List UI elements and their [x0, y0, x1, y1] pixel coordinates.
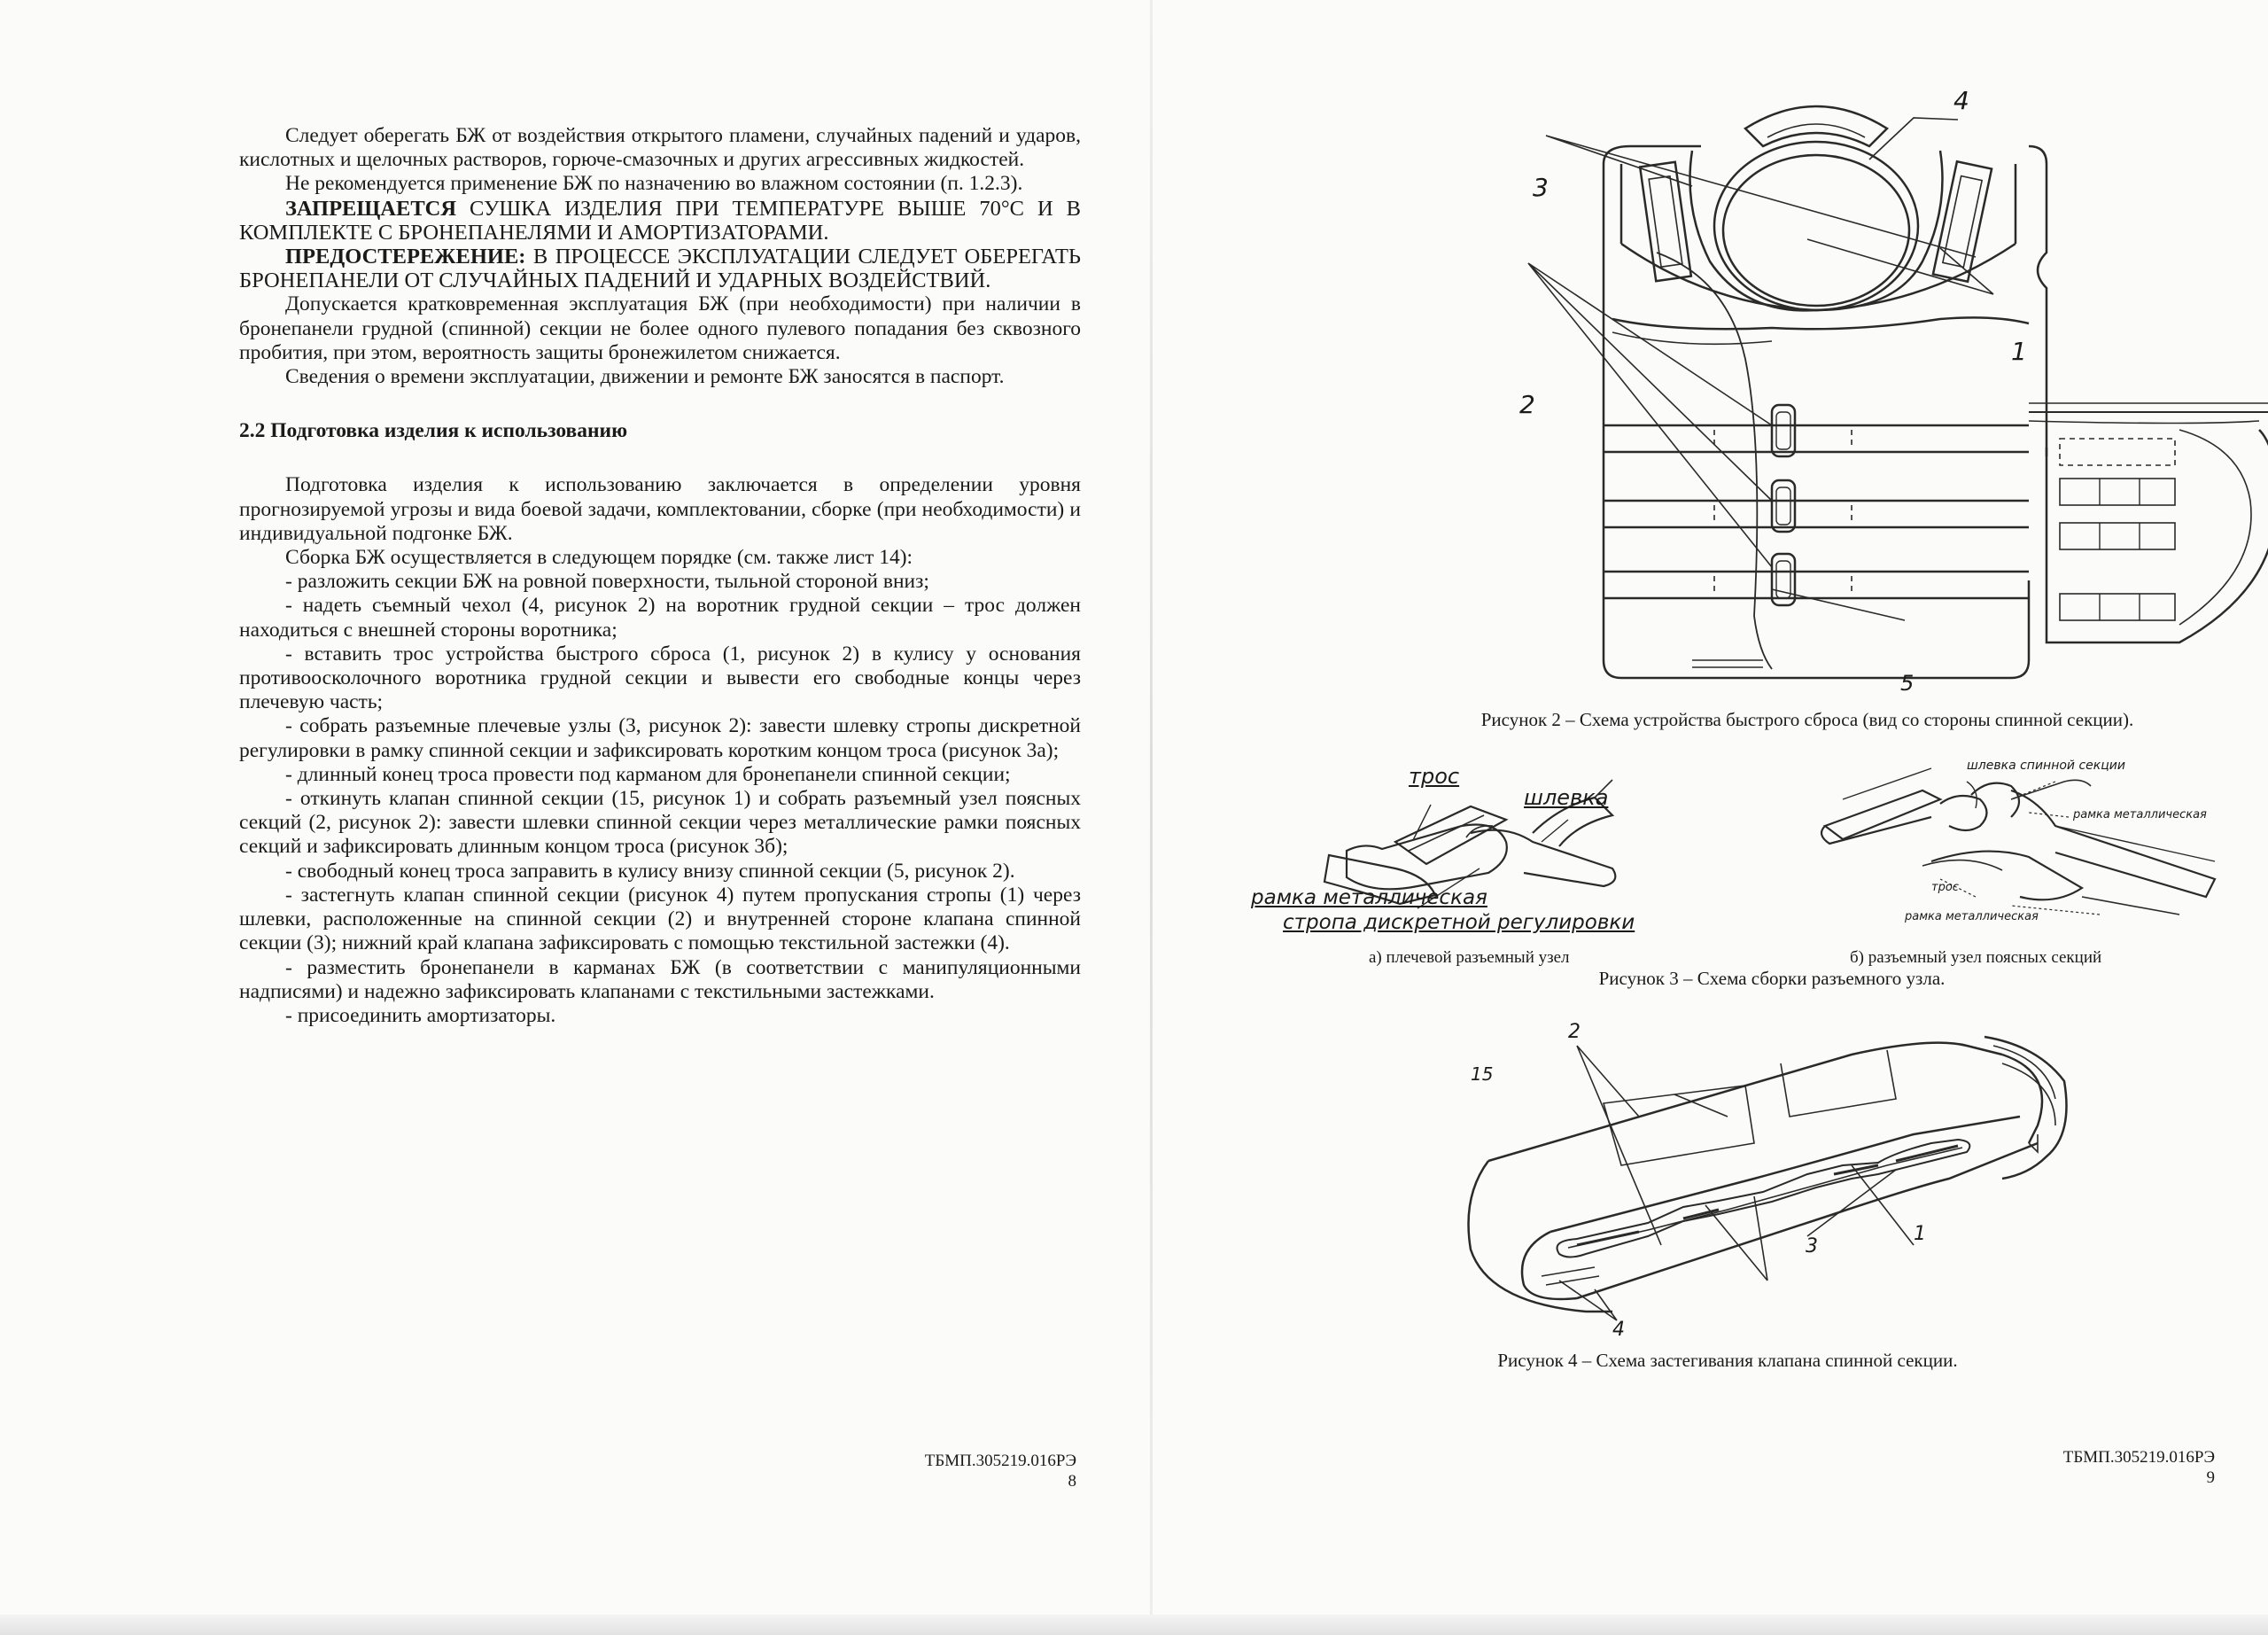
paragraph: Допускается кратковременная эксплуатация БЖ (при необходимости) при наличии в бронепанели грудной (спинной) секции не более одного пулевого попадания без сквозного пробития, при этом, вероятность защиты бронежилетом снижается.	[239, 292, 1081, 364]
figure-4-caption: Рисунок 4 – Схема застегивания клапана спинной секции.	[1497, 1350, 1958, 1371]
figure-3a-caption: а) плечевой разъемный узел	[1369, 948, 1570, 967]
figure-3b-caption: б) разъемный узел поясных секций	[1850, 948, 2102, 967]
doc-code: ТБМП.305219.016РЭ	[2062, 1448, 2215, 1467]
figure-3b-drawing	[1790, 759, 2233, 941]
fig3a-label-frame: рамка металлическая	[1251, 886, 1487, 909]
paragraph: Сведения о времени эксплуатации, движении и ремонте БЖ заносятся в паспорт.	[285, 365, 1005, 389]
fig3a-label-cable: трос	[1409, 764, 1460, 789]
list-item: - застегнуть клапан спинной секции (рисунок 4) путем пропускания стропы (1) через шлевки, расположенные на спинной секции (2) и внутренней стороне клапана спинной секции (3); нижний край клапана зафиксировать с помощью текстильной застежки (4).	[239, 883, 1081, 955]
paragraph: Подготовка изделия к использованию заключается в определении уровня прогнозируемой угрозы и вида боевой задачи, комплектовании, сборке (при необходимости) и индивидуальной подгонке БЖ.	[239, 473, 1081, 545]
list-item: - разложить секции БЖ на ровной поверхности, тыльной стороной вниз;	[285, 570, 929, 594]
warning-text: В ПРОЦЕССЕ ЭКСПЛУАТАЦИИ СЛЕДУЕТ ОБЕРЕГАТЬ БРОНЕПАНЕЛИ ОТ СЛУЧАЙНЫХ ПАДЕНИЙ И УДАРНЫХ ВОЗДЕЙСТВИЙ.	[239, 245, 1082, 293]
fig4-label-3: 3	[1806, 1235, 1818, 1257]
fig3b-label-frame-top: рамка металлическая	[2073, 808, 2207, 821]
list-item: - откинуть клапан спинной секции (15, рисунок 1) и собрать разъемный узел поясных секций (2, рисунок 2): завести шлевки спинной секции через металлические рамки поясных секций и зафиксировать длинным концом троса (рисунок 3б);	[239, 787, 1081, 859]
figure-2-drawing	[1480, 75, 2268, 713]
forbid-label: ЗАПРЕЩАЕТСЯ	[285, 196, 457, 221]
doc-code: ТБМП.305219.016РЭ	[924, 1452, 1076, 1470]
fig4-label-15: 15	[1471, 1063, 1494, 1085]
fig2-label-1: 1	[2011, 337, 2027, 366]
fig3b-label-cable: трос	[1931, 881, 1959, 894]
list-item: - разместить бронепанели в карманах БЖ (в соответствии с манипуляционными надписями) и надежно зафиксировать клапанами с текстильными застежками.	[239, 955, 1081, 1003]
paragraph: Сборка БЖ осуществляется в следующем порядке (см. также лист 14):	[285, 546, 913, 570]
figure-4-drawing	[1435, 1019, 2073, 1356]
doc-code-left	[833, 1451, 1076, 1491]
fig3a-label-strap: стропа дискретной регулировки	[1283, 911, 1635, 934]
fig4-label-4: 4	[1612, 1319, 1625, 1341]
fig2-label-2: 2	[1519, 390, 1535, 419]
paragraph: Не рекомендуется применение БЖ по назначению во влажном состоянии (п. 1.2.3).	[285, 172, 1023, 196]
fig2-label-5: 5	[1900, 671, 1915, 696]
page-number: 8	[1068, 1472, 1076, 1491]
figure-2-caption: Рисунок 2 – Схема устройства быстрого сброса (вид со стороны спинной секции).	[1480, 709, 2134, 730]
forbid-paragraph	[239, 197, 1081, 245]
fig4-label-1: 1	[1914, 1223, 1926, 1245]
list-item: - надеть съемный чехол (4, рисунок 2) на воротник грудной секции – трос должен находиться с внешней стороны воротника;	[239, 594, 1081, 642]
paragraph: Следует оберегать БЖ от воздействия открытого пламени, случайных падений и ударов, кислотных и щелочных растворов, горюче-смазочных и других агрессивных жидкостей.	[239, 124, 1081, 172]
right-page	[1152, 0, 2268, 1635]
list-item: - длинный конец троса провести под карманом для бронепанели спинной секции;	[285, 762, 1011, 786]
figure-3-caption: Рисунок 3 – Схема сборки разъемного узла.	[1598, 968, 1946, 989]
fig2-label-4: 4	[1953, 86, 1969, 115]
fig3b-label-loop: шлевка спинной секции	[1967, 759, 2125, 773]
warning-label: ПРЕДОСТЕРЕЖЕНИЕ:	[285, 245, 526, 269]
figure-3a-drawing	[1240, 764, 1666, 948]
list-item: - собрать разъемные плечевые узлы (3, рисунок 2): завести шлевку стропы дискретной регулировки в рамку спинной секции и зафиксировать коротким концом троса (рисунок 3а);	[239, 714, 1081, 762]
scan-edge-strip	[0, 1615, 2268, 1635]
forbid-text: СУШКА ИЗДЕЛИЯ ПРИ ТЕМПЕРАТУРЕ ВЫШЕ 70°С И В КОМПЛЕКТЕ С БРОНЕПАНЕЛЯМИ И АМОРТИЗАТОРАМИ.	[239, 196, 1081, 245]
section-heading: 2.2 Подготовка изделия к использованию	[239, 419, 628, 443]
left-page-text	[239, 124, 1081, 1028]
warning-paragraph	[239, 245, 1081, 292]
fig4-label-2: 2	[1568, 1021, 1581, 1043]
list-item: - свободный конец троса заправить в кулису внизу спинной секции (5, рисунок 2).	[285, 859, 1015, 883]
fig2-label-3: 3	[1533, 173, 1549, 202]
doc-code-right	[1967, 1447, 2215, 1488]
list-item: - присоединить амортизаторы.	[285, 1003, 556, 1027]
fig3a-label-loop: шлевка	[1524, 785, 1609, 810]
list-item: - вставить трос устройства быстрого сброса (1, рисунок 2) в кулису у основания противоосколочного воротника грудной секции и вывести его свободные концы через плечевую часть;	[239, 642, 1081, 714]
page-number: 9	[2206, 1468, 2215, 1487]
fig3b-label-frame-bottom: рамка металлическая	[1905, 910, 2039, 923]
